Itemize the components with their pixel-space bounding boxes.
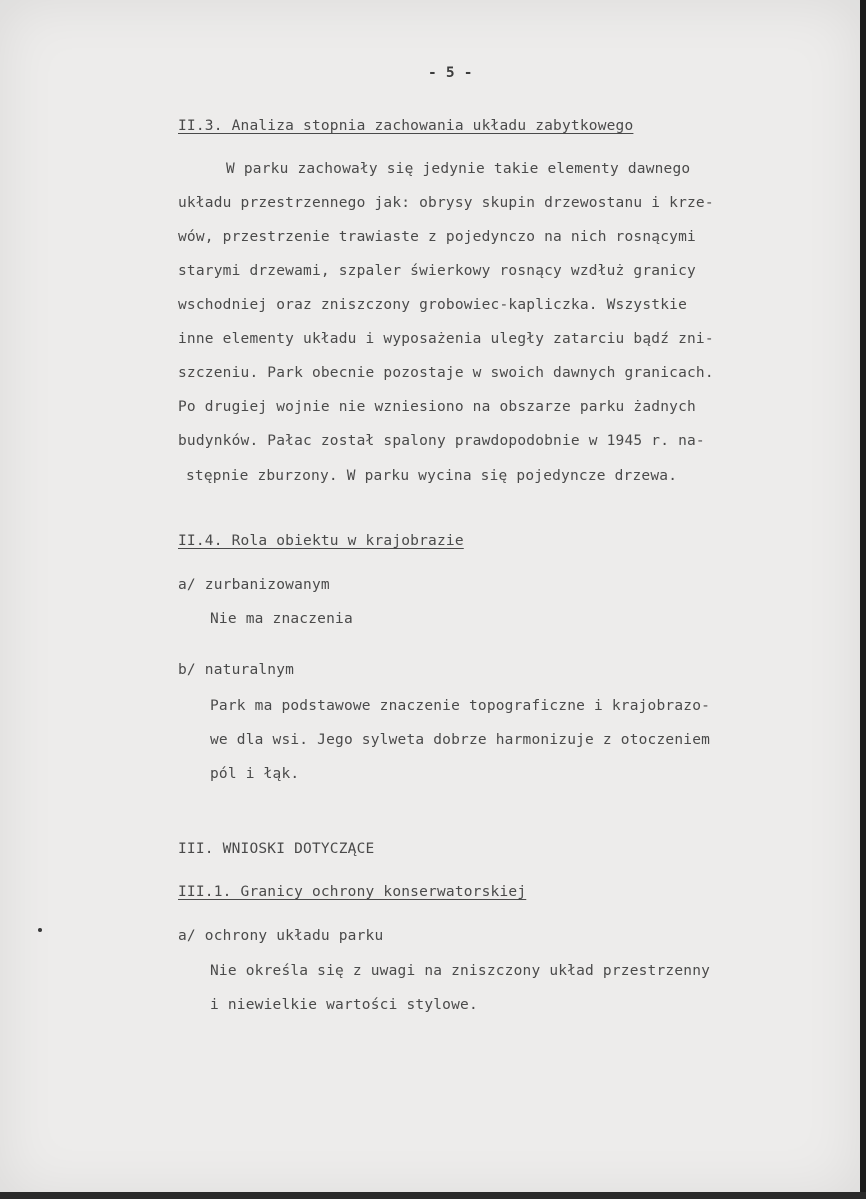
paragraph-line: pól i łąk. — [210, 766, 300, 782]
paragraph-line: Park ma podstawowe znaczenie topograficzne i krajobrazo- — [210, 698, 711, 714]
section-subheading-3-1: III.1. Granicy ochrony konserwatorskiej — [178, 884, 527, 900]
list-label-a: a/ ochrony układu parku — [178, 928, 384, 944]
paragraph-line: budynków. Pałac został spalony prawdopodobnie w 1945 r. na- — [178, 433, 705, 449]
scan-border-right — [860, 0, 866, 1199]
scan-border-bottom — [0, 1192, 866, 1199]
paragraph-line: W parku zachowały się jedynie takie elementy dawnego — [226, 161, 691, 177]
page-number: - 5 - — [428, 65, 473, 81]
list-label-b: b/ naturalnym — [178, 662, 295, 678]
paragraph-line: we dla wsi. Jego sylweta dobrze harmonizuje z otoczeniem — [210, 732, 711, 748]
paragraph-line: i niewielkie wartości stylowe. — [210, 997, 478, 1013]
paragraph-line: starymi drzewami, szpaler świerkowy rosnący wzdłuż granicy — [178, 263, 696, 279]
paragraph-line: stępnie zburzony. W parku wycina się pojedyncze drzewa. — [186, 468, 678, 484]
paragraph-line: inne elementy układu i wyposażenia uległy zatarciu bądź zni- — [178, 331, 714, 347]
paragraph-line: szczeniu. Park obecnie pozostaje w swoich dawnych granicach. — [178, 365, 714, 381]
paragraph-line: Nie określa się z uwagi na zniszczony układ przestrzenny — [210, 963, 711, 979]
section-heading-2-3: II.3. Analiza stopnia zachowania układu zabytkowego — [178, 118, 634, 134]
list-label-a: a/ zurbanizowanym — [178, 577, 330, 593]
section-heading-2-4: II.4. Rola obiektu w krajobrazie — [178, 533, 464, 549]
paragraph-line: wów, przestrzenie trawiaste z pojedynczo na nich rosnącymi — [178, 229, 696, 245]
paragraph-line: układu przestrzennego jak: obrysy skupin drzewostanu i krze- — [178, 195, 714, 211]
paragraph-line: Po drugiej wojnie nie wzniesiono na obszarze parku żadnych — [178, 399, 696, 415]
paragraph-line: wschodniej oraz zniszczony grobowiec-kapliczka. Wszystkie — [178, 297, 687, 313]
list-text-a: Nie ma znaczenia — [210, 611, 353, 627]
section-heading-3: III. WNIOSKI DOTYCZĄCE — [178, 841, 375, 857]
punch-hole-mark — [38, 928, 42, 932]
